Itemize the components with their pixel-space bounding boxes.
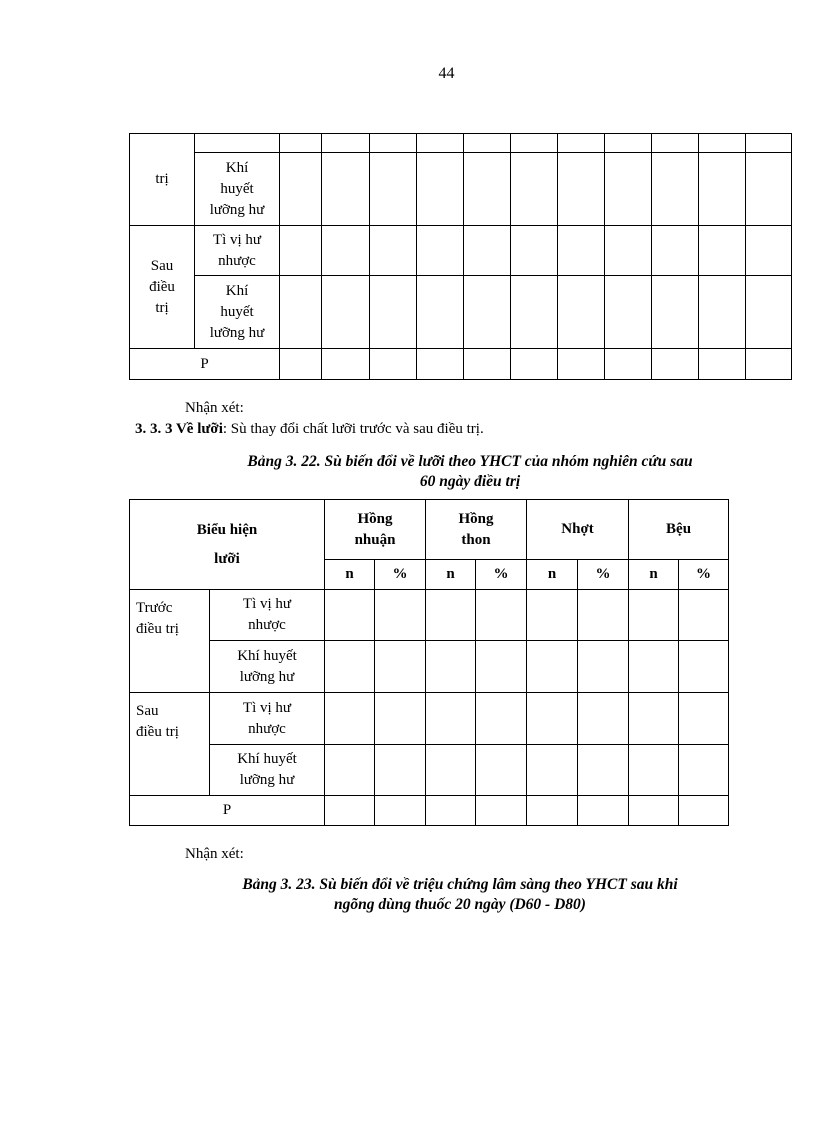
subheader-n: n <box>325 560 375 590</box>
subheader-n: n <box>426 560 476 590</box>
row-label-khi-huyet: Khí huyết lưỡng hư <box>210 641 325 693</box>
header-bieu-hien-luoi: Biểu hiện lưỡi <box>130 500 325 590</box>
group-label-sau-dieu-tri: Sau điều trị <box>130 226 195 349</box>
subheader-pct: % <box>375 560 426 590</box>
remark-1: Nhận xét: <box>185 400 244 416</box>
caption-table-3-23: Bảng 3. 23. Sù biến đổi về triệu chứng lâm sàng theo YHCT sau khi ngõng dùng thuốc 20 ngày (D60 - D80) <box>242 876 678 913</box>
table-continued <box>129 133 792 380</box>
header-nhot: Nhợt <box>527 500 629 560</box>
row-label-ti-vi: Tì vị hư nhược <box>195 226 280 276</box>
header-hong-nhuan: Hồng nhuận <box>325 500 426 560</box>
row-label-khi-huyet: Khí huyết lưỡng hư <box>195 153 280 226</box>
group-label-truoc-dieu-tri: Trước điều trị <box>130 590 210 693</box>
remark-2: Nhận xét: <box>185 846 244 862</box>
subheader-pct: % <box>476 560 527 590</box>
caption-table-3-22: Bảng 3. 22. Sù biến đổi về lưỡi theo YHCT của nhóm nghiên cứu sau 60 ngày điều trị <box>247 453 693 490</box>
page-number: 44 <box>438 65 455 82</box>
header-hong-thon: Hồng thon <box>426 500 527 560</box>
row-label-khi-huyet: Khí huyết lưỡng hư <box>210 745 325 796</box>
subheader-n: n <box>629 560 679 590</box>
row-label-p: P <box>130 796 325 826</box>
row-label-p: P <box>130 349 280 380</box>
row-label-ti-vi: Tì vị hư nhược <box>210 693 325 745</box>
section-heading-text: : Sù thay đổi chất lưỡi trước và sau điều trị. <box>222 421 484 437</box>
section-heading <box>135 421 484 438</box>
section-heading-number: 3. 3. 3 Về lưỡi <box>135 421 223 437</box>
group-label-tri: trị <box>130 134 195 226</box>
table-3-22 <box>129 499 729 826</box>
header-beu: Bệu <box>629 500 729 560</box>
subheader-pct: % <box>578 560 629 590</box>
row-label-ti-vi: Tì vị hư nhược <box>210 590 325 641</box>
subheader-n: n <box>527 560 578 590</box>
group-label-sau-dieu-tri: Sau điều trị <box>130 693 210 796</box>
row-label-khi-huyet: Khí huyết lưỡng hư <box>195 276 280 349</box>
subheader-pct: % <box>679 560 729 590</box>
